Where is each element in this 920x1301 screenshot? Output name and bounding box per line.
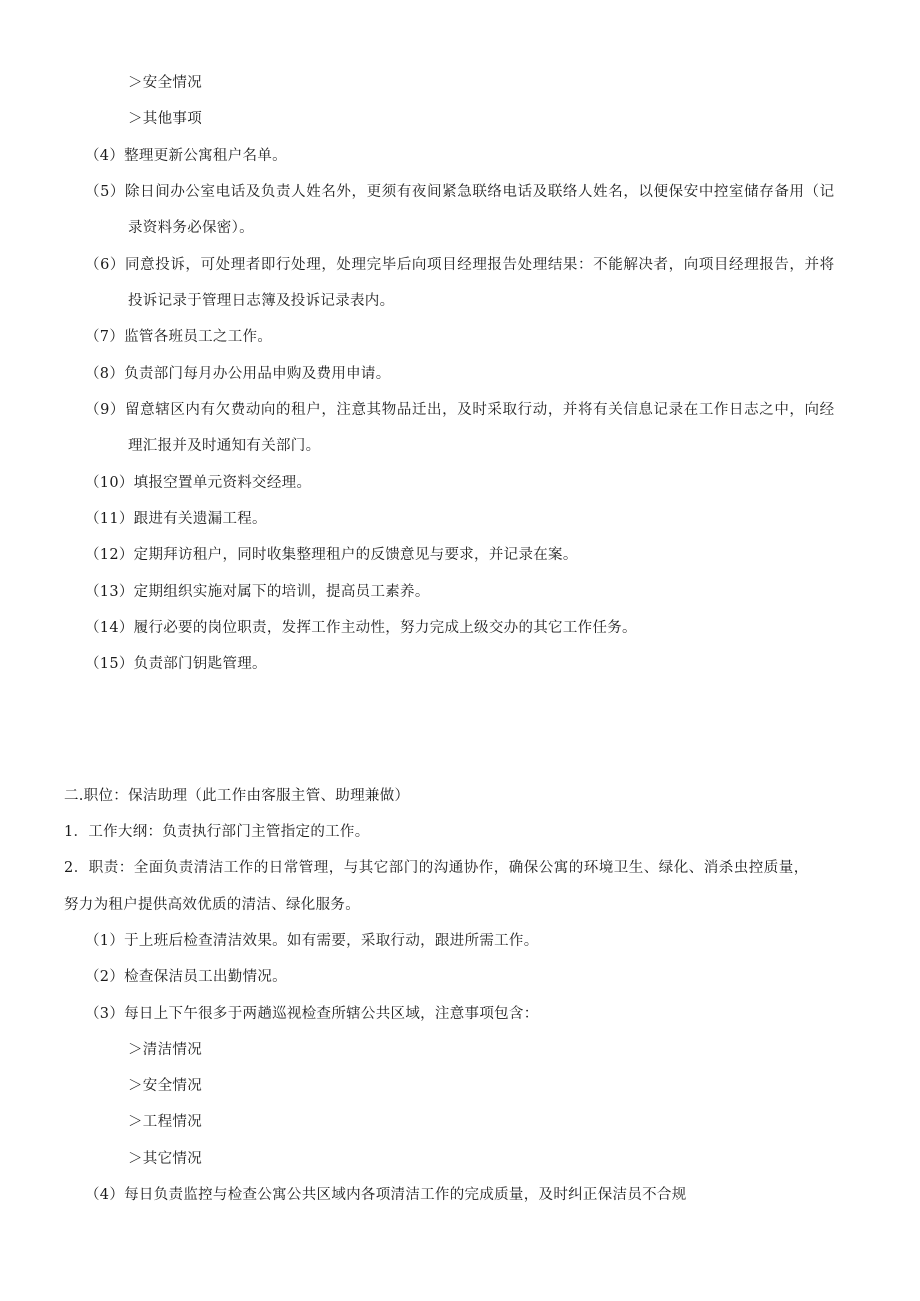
list-item-5-line1: （5）除日间办公室电话及负责人姓名外，更须有夜间紧急联络电话及联络人姓名，以便保安中控室储存备用（记 xyxy=(85,184,835,200)
bullet-other: ＞其他事项 xyxy=(128,111,202,127)
list-item-6-line2: 投诉记录于管理日志簿及投诉记录表内。 xyxy=(128,293,395,309)
bullet-engineering: ＞工程情况 xyxy=(128,1114,202,1130)
bullet-other-2: ＞其它情况 xyxy=(128,1151,202,1167)
list-item-4: （4）整理更新公寓租户名单。 xyxy=(85,148,287,164)
list-item-14: （14）履行必要的岗位职责，发挥工作主动性，努力完成上级交办的其它工作任务。 xyxy=(85,620,637,636)
work-outline: 1．工作大纲：负责执行部门主管指定的工作。 xyxy=(64,824,370,840)
bullet-safety-2: ＞安全情况 xyxy=(128,1078,202,1094)
duty-item-4: （4）每日负责监控与检查公寓公共区域内各项清洁工作的完成质量，及时纠正保洁员不合规 xyxy=(85,1187,687,1203)
list-item-13: （13）定期组织实施对属下的培训，提高员工素养。 xyxy=(85,584,430,600)
bullet-safety: ＞安全情况 xyxy=(128,75,202,91)
duty-item-3: （3）每日上下午很多于两趟巡视检查所辖公共区域，注意事项包含： xyxy=(85,1006,539,1022)
list-item-6-line1: （6）同意投诉，可处理者即行处理，处理完毕后向项目经理报告处理结果：不能解决者，向项目经理报告，并将 xyxy=(85,257,835,273)
list-item-9-line2: 理汇报并及时通知有关部门。 xyxy=(128,438,321,454)
section-heading: 二.职位：保洁助理（此工作由客服主管、助理兼做） xyxy=(64,788,410,804)
bullet-cleaning: ＞清洁情况 xyxy=(128,1042,202,1058)
duty-item-2: （2）检查保洁员工出勤情况。 xyxy=(85,969,287,985)
list-item-8: （8）负责部门每月办公用品申购及费用申请。 xyxy=(85,366,391,382)
list-item-11: （11）跟进有关遗漏工程。 xyxy=(85,511,267,527)
duties-line2: 努力为租户提供高效优质的清洁、绿化服务。 xyxy=(64,897,360,913)
list-item-12: （12）定期拜访租户，同时收集整理租户的反馈意见与要求，并记录在案。 xyxy=(85,547,578,563)
list-item-9-line1: （9）留意辖区内有欠费动向的租户，注意其物品迁出，及时采取行动，并将有关信息记录在工作日志之中，向经 xyxy=(85,402,835,418)
list-item-15: （15）负责部门钥匙管理。 xyxy=(85,656,267,672)
list-item-7: （7）监管各班员工之工作。 xyxy=(85,329,273,345)
list-item-10: （10）填报空置单元资料交经理。 xyxy=(85,475,312,491)
duty-item-1: （1）于上班后检查清洁效果。如有需要，采取行动，跟进所需工作。 xyxy=(85,933,539,949)
duties-line1: 2．职责：全面负责清洁工作的日常管理，与其它部门的沟通协作，确保公寓的环境卫生、绿化、消杀虫控质量， xyxy=(64,860,809,876)
list-item-5-line2: 录资料务必保密）。 xyxy=(128,220,254,236)
